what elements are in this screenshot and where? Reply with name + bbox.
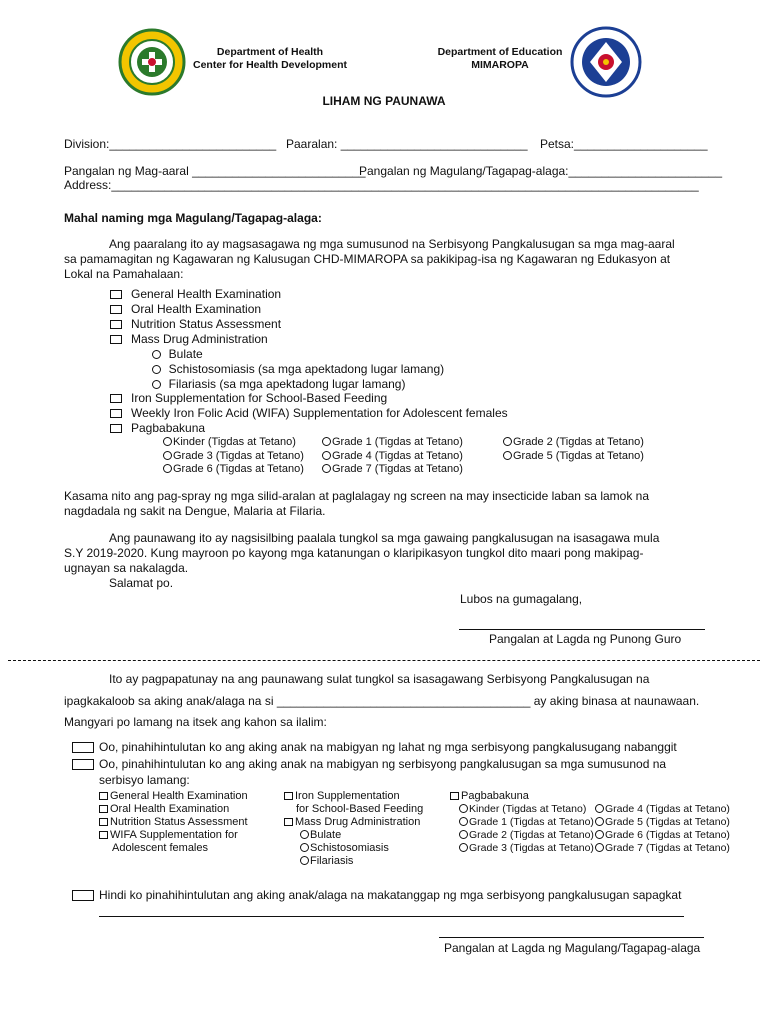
reply-mda-option[interactable]: Filariasis xyxy=(300,855,353,867)
reply-service[interactable]: Oral Health Examination xyxy=(99,803,229,815)
consent-none-checkbox[interactable] xyxy=(72,890,94,901)
reply-mda-option[interactable]: Bulate xyxy=(300,829,341,841)
checkbox[interactable] xyxy=(110,320,122,329)
vaccine-option[interactable]: Grade 1 (Tigdas at Tetano) xyxy=(322,436,463,448)
thanks: Salamat po. xyxy=(109,576,174,590)
radio-circle[interactable] xyxy=(152,380,161,389)
mda-option[interactable]: Filariasis (sa mga apektadong lugar lamang) xyxy=(152,377,405,391)
radio-circle[interactable] xyxy=(163,464,172,473)
reply-vaccine-option[interactable]: Grade 4 (Tigdas at Tetano) xyxy=(595,803,730,815)
vaccine-option[interactable]: Kinder (Tigdas at Tetano) xyxy=(163,436,296,448)
checkbox[interactable] xyxy=(99,831,108,839)
reply-service[interactable]: General Health Examination xyxy=(99,790,248,802)
student-name-field[interactable]: Pangalan ng Mag-aaral __________________________ xyxy=(64,164,366,178)
vaccine-option[interactable]: Grade 6 (Tigdas at Tetano) xyxy=(163,463,304,475)
spray-line-2: nagdadala ng sakit na Dengue, Malaria at Filaria. xyxy=(64,504,326,518)
radio-circle[interactable] xyxy=(595,830,604,839)
reply-vaccine-title[interactable]: Pagbabakuna xyxy=(450,790,529,802)
intro-line-2: sa pamamagitan ng Kagawaran ng Kalusugan CHD-MIMAROPA sa pakikipag-isa ng Kagawaran ng Edukasyon at xyxy=(64,252,671,266)
checkbox[interactable] xyxy=(110,305,122,314)
checkbox[interactable] xyxy=(99,792,108,800)
radio-circle[interactable] xyxy=(322,464,331,473)
deped-unit: MIMAROPA xyxy=(471,59,529,71)
checkbox[interactable] xyxy=(99,805,108,813)
reminder-line-1: Ang paunawang ito ay nagsisilbing paalala tungkol sa mga gawaing pangkalusugan na isasagawa mula xyxy=(109,531,660,545)
reply-service-cont: for School-Based Feeding xyxy=(296,803,424,815)
vaccine-option[interactable]: Grade 4 (Tigdas at Tetano) xyxy=(322,450,463,462)
address-field[interactable]: Address:________________________________________________________________________________________ xyxy=(64,178,699,192)
paaralan-field[interactable]: Paaralan: ____________________________ xyxy=(286,137,528,151)
checkbox[interactable] xyxy=(110,409,122,418)
service-label: General Health Examination xyxy=(131,287,282,301)
reply-service[interactable]: Mass Drug Administration xyxy=(284,816,420,828)
reply-line-3: Mangyari po lamang na itsek ang kahon sa ilalim: xyxy=(64,715,327,729)
reply-line-1: Ito ay pagpapatunay na ang paunawang sulat tungkol sa isasagawang Serbisyong Pangkalusugan na xyxy=(109,672,650,686)
reply-service-cont: Adolescent females xyxy=(112,842,208,854)
consent-all-checkbox[interactable] xyxy=(72,742,94,753)
reply-vaccine-option[interactable]: Grade 7 (Tigdas at Tetano) xyxy=(595,842,730,854)
reply-service[interactable]: Nutrition Status Assessment xyxy=(99,816,248,828)
reminder-line-3: ugnayan sa nakalagda. xyxy=(64,561,189,575)
service-label: Iron Supplementation for School-Based Feeding xyxy=(131,391,388,405)
mda-option[interactable]: Schistosomiasis (sa mga apektadong lugar lamang) xyxy=(152,362,444,376)
service-label: Weekly Iron Folic Acid (WIFA) Supplementation for Adolescent females xyxy=(131,406,508,420)
consent-none-label: Hindi ko pinahihintulutan ang aking anak/alaga na makatanggap ng mga serbisyong pangkalusugan sapagkat xyxy=(99,888,682,902)
reply-service[interactable]: WIFA Supplementation for xyxy=(99,829,238,841)
radio-circle[interactable] xyxy=(300,830,309,839)
checkbox[interactable] xyxy=(110,394,122,403)
cut-line-divider xyxy=(8,660,760,661)
service-label: Mass Drug Administration xyxy=(131,332,268,346)
deped-seal xyxy=(570,26,642,98)
division-field[interactable]: Division:_________________________ xyxy=(64,137,277,151)
intro-line-1: Ang paaralang ito ay magsasagawa ng mga sumusunod na Serbisyong Pangkalusugan sa mga mag-aaral xyxy=(109,237,675,251)
radio-circle[interactable] xyxy=(459,817,468,826)
consent-all-label: Oo, pinahihintulutan ko ang aking anak na mabigyan ng lahat ng mga serbisyong pangkalusugang nabanggit xyxy=(99,740,677,754)
reply-vaccine-option[interactable]: Grade 2 (Tigdas at Tetano) xyxy=(459,829,594,841)
reply-line-2[interactable]: ipagkakaloob sa aking anak/alaga na si ______________________________________ ay aking binasa at naunawaan. xyxy=(64,694,700,708)
greeting: Mahal naming mga Magulang/Tagapag-alaga: xyxy=(64,211,322,225)
vaccine-option[interactable]: Grade 2 (Tigdas at Tetano) xyxy=(503,436,644,448)
radio-circle[interactable] xyxy=(152,365,161,374)
checkbox[interactable] xyxy=(99,818,108,826)
radio-circle[interactable] xyxy=(503,451,512,460)
reply-vaccine-option[interactable]: Grade 5 (Tigdas at Tetano) xyxy=(595,816,730,828)
radio-circle[interactable] xyxy=(459,843,468,852)
guardian-name-field[interactable]: Pangalan ng Magulang/Tagapag-alaga:_______________________ xyxy=(359,164,722,178)
radio-circle[interactable] xyxy=(322,437,331,446)
service-label: Pagbabakuna xyxy=(131,421,206,435)
vaccine-option[interactable]: Grade 5 (Tigdas at Tetano) xyxy=(503,450,644,462)
radio-circle[interactable] xyxy=(503,437,512,446)
consent-some-checkbox[interactable] xyxy=(72,759,94,770)
checkbox[interactable] xyxy=(110,424,122,433)
checkbox[interactable] xyxy=(450,792,459,800)
radio-circle[interactable] xyxy=(322,451,331,460)
principal-signature-line[interactable] xyxy=(459,629,705,630)
checkbox[interactable] xyxy=(284,818,293,826)
doh-seal xyxy=(118,28,186,96)
doh-name: Department of Health xyxy=(216,46,324,58)
radio-circle[interactable] xyxy=(300,843,309,852)
service-label: Oral Health Examination xyxy=(131,302,262,316)
letter-title: LIHAM NG PAUNAWA xyxy=(322,94,446,108)
checkbox[interactable] xyxy=(284,792,293,800)
reminder-line-2: S.Y 2019-2020. Kung mayroon po kayong mga katanungan o klaripikasyon tungkol dito maari pong makipag- xyxy=(64,546,644,560)
parent-signature-line[interactable] xyxy=(439,937,704,938)
radio-circle[interactable] xyxy=(595,817,604,826)
reason-line[interactable] xyxy=(99,916,684,917)
reply-vaccine-option[interactable]: Grade 6 (Tigdas at Tetano) xyxy=(595,829,730,841)
spray-line-1: Kasama nito ang pag-spray ng mga silid-aralan at paglalagay ng screen na may insecticide laban sa lamok na xyxy=(64,489,650,503)
principal-label: Pangalan at Lagda ng Punong Guro xyxy=(489,632,682,646)
vaccine-option[interactable]: Grade 3 (Tigdas at Tetano) xyxy=(163,450,304,462)
reply-vaccine-option[interactable]: Grade 1 (Tigdas at Tetano) xyxy=(459,816,594,828)
radio-circle[interactable] xyxy=(459,830,468,839)
petsa-field[interactable]: Petsa:____________________ xyxy=(540,137,708,151)
parent-label: Pangalan at Lagda ng Magulang/Tagapag-alaga xyxy=(444,941,701,955)
reply-vaccine-option[interactable]: Grade 3 (Tigdas at Tetano) xyxy=(459,842,594,854)
radio-circle[interactable] xyxy=(163,437,172,446)
doh-unit: Center for Health Development xyxy=(192,59,348,71)
reply-service[interactable]: Iron Supplementation xyxy=(284,790,400,802)
checkbox[interactable] xyxy=(110,335,122,344)
mda-option[interactable]: Bulate xyxy=(152,347,203,361)
service-label: Nutrition Status Assessment xyxy=(131,317,282,331)
consent-some-label: Oo, pinahihintulutan ko ang aking anak na mabigyan ng serbisyong pangkalusugan sa mga sumusunod na xyxy=(99,757,667,771)
intro-line-3: Lokal na Pamahalaan: xyxy=(64,267,184,281)
deped-name: Department of Education xyxy=(437,46,563,58)
reply-vaccine-option[interactable]: Kinder (Tigdas at Tetano) xyxy=(459,803,586,815)
radio-circle[interactable] xyxy=(163,451,172,460)
radio-circle[interactable] xyxy=(595,804,604,813)
closing: Lubos na gumagalang, xyxy=(460,592,583,606)
radio-circle[interactable] xyxy=(300,856,309,865)
radio-circle[interactable] xyxy=(595,843,604,852)
consent-some-label-cont: serbisyo lamang: xyxy=(99,773,190,787)
radio-circle[interactable] xyxy=(459,804,468,813)
reply-mda-option[interactable]: Schistosomiasis xyxy=(300,842,389,854)
radio-circle[interactable] xyxy=(152,350,161,359)
checkbox[interactable] xyxy=(110,290,122,299)
vaccine-option[interactable]: Grade 7 (Tigdas at Tetano) xyxy=(322,463,463,475)
